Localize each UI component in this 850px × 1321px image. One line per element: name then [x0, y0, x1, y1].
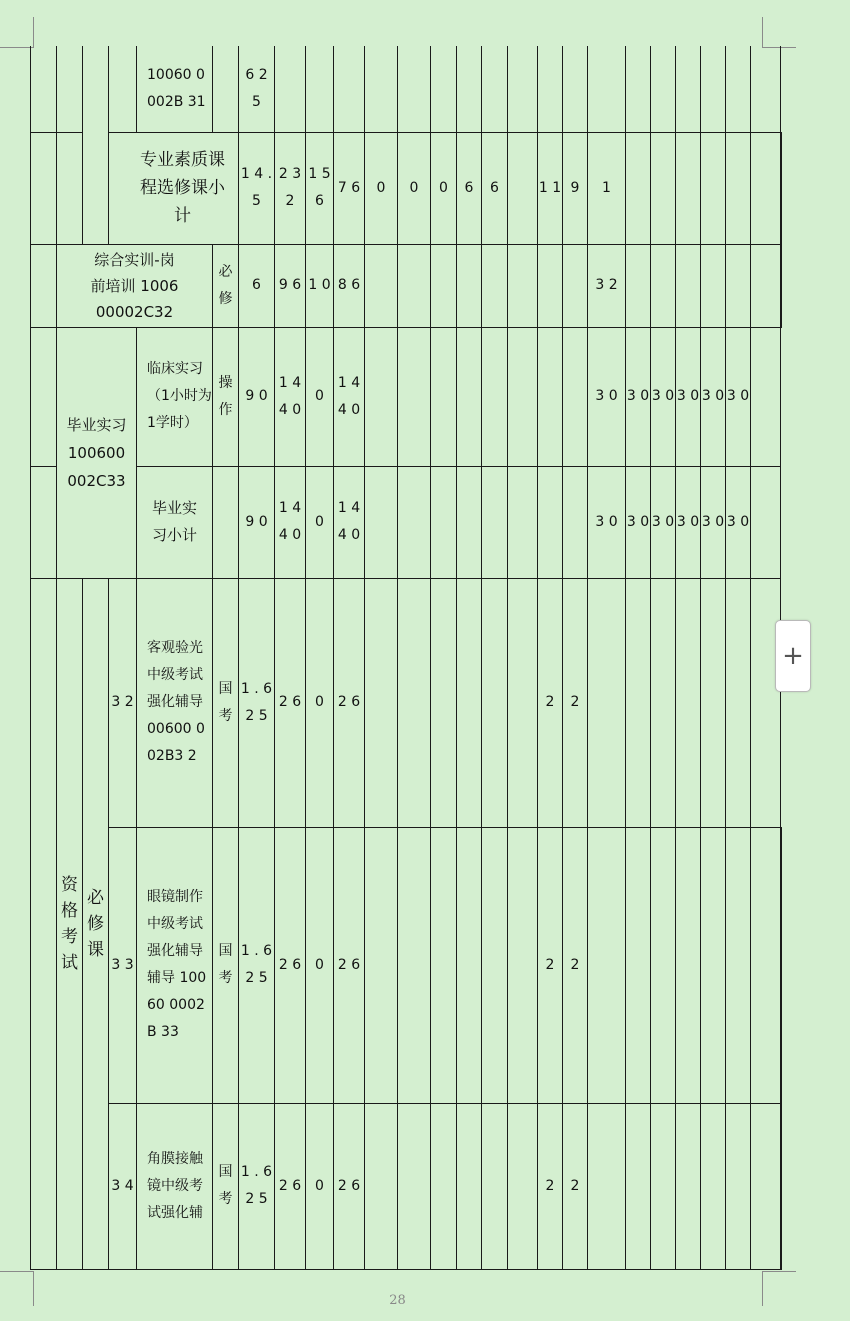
total-hours-cell: 9 6: [275, 244, 306, 327]
table-row: [31, 578, 782, 827]
course-code: 10060 0002B 31: [137, 46, 213, 132]
course-type: 必修: [213, 244, 239, 327]
internship-group: 毕业实习 100600 002C33: [57, 327, 137, 578]
total-hours-cell: 2 6: [275, 578, 306, 827]
week-cell: 3 0: [626, 466, 651, 578]
semester-cell: 0: [431, 132, 457, 244]
table-row: [31, 327, 782, 466]
week-cell: 3 0: [676, 466, 701, 578]
credit-cell: 1 . 6 2 5: [239, 578, 275, 827]
semester-cell: 0: [398, 132, 431, 244]
practice-hours-cell: 1 4 4 0: [334, 327, 365, 466]
week-cell: 3 0: [676, 327, 701, 466]
semester-cell: 0: [365, 132, 398, 244]
course-name: 客观验光中级考试强化辅导 00600 002B3 2: [137, 578, 213, 827]
week-cell: 3 0: [651, 327, 676, 466]
week-cell: 3 0: [701, 466, 726, 578]
practice-hours-cell: 2 6: [334, 827, 365, 1103]
credit-cell: 1 . 6 2 5: [239, 1103, 275, 1269]
page-number: 28: [389, 1293, 406, 1308]
theory-hours-cell: 0: [306, 827, 334, 1103]
total-hours-cell: 2 6: [275, 1103, 306, 1269]
week-cell: 3 0: [588, 327, 626, 466]
theory-hours-cell: 0: [306, 466, 334, 578]
total-hours-cell: 1 4 4 0: [275, 327, 306, 466]
week-cell: 3 0: [626, 327, 651, 466]
credit-cell: 9 0: [239, 327, 275, 466]
theory-hours-cell: 1 5 6: [306, 132, 334, 244]
theory-hours-cell: 0: [306, 578, 334, 827]
page-corner-mark: [0, 17, 34, 48]
course-type: 国考: [213, 578, 239, 827]
table-row: [31, 132, 782, 244]
credit-cell: 6 2 5: [239, 46, 275, 132]
total-hours-cell: 2 3 2: [275, 132, 306, 244]
curriculum-table: [30, 46, 782, 1270]
course-no: 3 4: [109, 1103, 137, 1269]
credit-cell: 1 . 6 2 5: [239, 827, 275, 1103]
practice-hours-cell: 1 4 4 0: [334, 466, 365, 578]
course-name: 毕业实习小计: [137, 466, 213, 578]
semester-cell: 2: [538, 1103, 563, 1269]
table-row: [31, 827, 782, 1103]
semester-cell: 6: [482, 132, 508, 244]
page-corner-mark: [762, 17, 796, 48]
course-no: 3 2: [109, 578, 137, 827]
table-row: [31, 46, 782, 132]
course-name: 临床实习（1小时为1学时）: [137, 327, 213, 466]
semester-cell: 2: [563, 827, 588, 1103]
course-name: 综合实训-岗前培训 100600002C32: [57, 244, 213, 327]
add-row-button[interactable]: +: [775, 620, 811, 692]
theory-hours-cell: 1 0: [306, 244, 334, 327]
course-name: 角膜接触镜中级考试强化辅: [137, 1103, 213, 1269]
course-type: 国考: [213, 1103, 239, 1269]
semester-cell: 6: [457, 132, 482, 244]
semester-cell: 9: [563, 132, 588, 244]
semester-cell: 2: [538, 827, 563, 1103]
course-name: 专业素质课程选修课小计: [109, 132, 239, 244]
course-name: 眼镜制作中级考试强化辅导辅导 10060 0002B 33: [137, 827, 213, 1103]
course-no: 3 3: [109, 827, 137, 1103]
semester-cell: 2: [563, 1103, 588, 1269]
practice-hours-cell: 8 6: [334, 244, 365, 327]
week-cell: 3 0: [726, 466, 751, 578]
week-cell: 3 0: [726, 327, 751, 466]
credit-cell: 1 4 . 5: [239, 132, 275, 244]
semester-cell: 1 1: [538, 132, 563, 244]
table-row: [31, 244, 782, 327]
course-type: 操作: [213, 327, 239, 466]
table-row: [31, 1103, 782, 1269]
week-cell: 3 0: [588, 466, 626, 578]
total-hours-cell: 1 4 4 0: [275, 466, 306, 578]
course-type: 国考: [213, 827, 239, 1103]
table-row: [31, 466, 782, 578]
week-cell: 3 0: [701, 327, 726, 466]
exam-group: 资格考试: [57, 578, 83, 1269]
semester-cell: 2: [563, 578, 588, 827]
total-hours-cell: 2 6: [275, 827, 306, 1103]
credit-cell: 6: [239, 244, 275, 327]
semester-cell: 3 2: [588, 244, 626, 327]
practice-hours-cell: 2 6: [334, 1103, 365, 1269]
credit-cell: 9 0: [239, 466, 275, 578]
exam-subgroup: 必修课: [83, 578, 109, 1269]
practice-hours-cell: 2 6: [334, 578, 365, 827]
week-cell: 3 0: [651, 466, 676, 578]
semester-cell: 1: [588, 132, 626, 244]
theory-hours-cell: 0: [306, 1103, 334, 1269]
practice-hours-cell: 7 6: [334, 132, 365, 244]
semester-cell: 2: [538, 578, 563, 827]
theory-hours-cell: 0: [306, 327, 334, 466]
